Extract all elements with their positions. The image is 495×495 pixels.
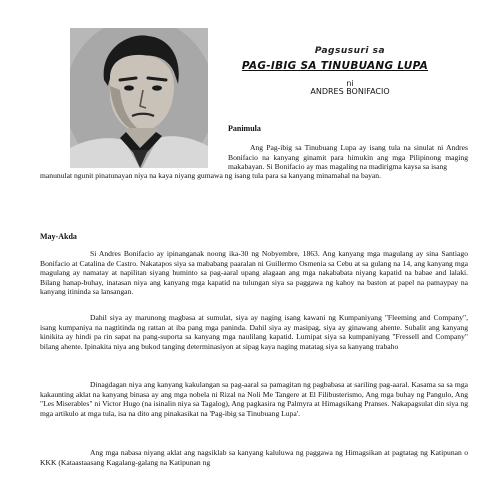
by-line: ni: [346, 79, 354, 88]
document-title: PAG-IBIG SA TINUBUANG LUPA: [241, 60, 429, 72]
author-paragraph-4: Ang mga nabasa niyang aklat ang nagsiklab sa kanyang kaluluwa ng paggawa ng Himagsikan at pagtatag ng Katipunan o KKK (Kataastaasang Kagalang-galang na Katipunan ng: [40, 448, 468, 467]
intro-paragraph-part1: Ang Pag-ibig sa Tinubuang Lupa ay isang tula na sinulat ni Andres Bonifacio na kanyang ginamit para himukin ang mga Pilipinong maging makabayan. Si Bonifacio ay mas magaling na madirigma kaysa sa isang: [228, 143, 468, 172]
author-paragraph-3: Dinagdagan niya ang kanyang kakulangan sa pag-aaral sa pamagitan ng pagbabasa at sariling pag-aaral. Kasama sa sa mga kakaunting aklat na kanyang binasa ay ang mga nobela ni Rizal na Noli Me Tangere at El Filibusterismo, Ang mga buhay ng Pangulo, Ang "Les Miserables" ni Victor Hugo (na isinalin niya sa Tagalog), Ang pagkasira ng Palmyra at Himagsikang Pranses. Nakapagsulat din siya ng mga artikulo at mga tula, isa na dito ang pinakasikat na 'Pag-ibig sa Tinubuang Lupa'.: [40, 380, 468, 418]
bonifacio-portrait-photo: [70, 28, 208, 168]
author-paragraph-2: Dahil siya ay marunong magbasa at sumulat, siya ay naging isang kawani ng Kumpaniyang "Fleeming and Company", isang kumpaniya na nagtitinda ng rattan at iba pang mga paninda. Dahil siya ay masipag, siya ay ginawang ahente. Subalit ang kanyang kinikita ay hindi pa rin sapat na pang-suporta sa kanyang mga naulilang kapatid. Lumipat siya sa kumpaniyang "Fressell and Company" bilang ahente. Ipinakita niya ang bukod tanging determinasiyon at sipag kaya naging matatag siya sa kanyang trabaho: [40, 313, 468, 351]
intro-heading: Panimula: [228, 124, 261, 133]
pre-title: Pagsusuri sa: [314, 46, 386, 56]
author-name: ANDRES BONIFACIO: [310, 87, 390, 96]
author-heading: May-Akda: [40, 232, 77, 241]
author-paragraph-1: Si Andres Bonifacio ay ipinanganak noong ika-30 ng Nobyembre, 1863. Ang kanyang mga magulang ay sina Santiago Bonifacio at Catalina de Castro. Nakatapos siya sa mababang paaralan ni Guillermo Osmenia sa Cebu at sa gulang na 14, ang kanyang mga magulang ay namatay at napilitan siyang huminto sa pag-aaral upang alagaan ang mga nakababata niyang kapatid na babae and lalaki. Bilang hanap-buhay, inatasan niya ang kanyang mga kapatid na tulungan siya sa paggawa ng kahoy na baston at papel na pamaypay na kanyang itininda sa lansangan.: [40, 249, 468, 297]
intro-paragraph-part2: manunulat ngunit pinatunayan niya na kaya niyang gumawa ng isang tula para sa kanyang minamahal na bayan.: [40, 171, 381, 180]
